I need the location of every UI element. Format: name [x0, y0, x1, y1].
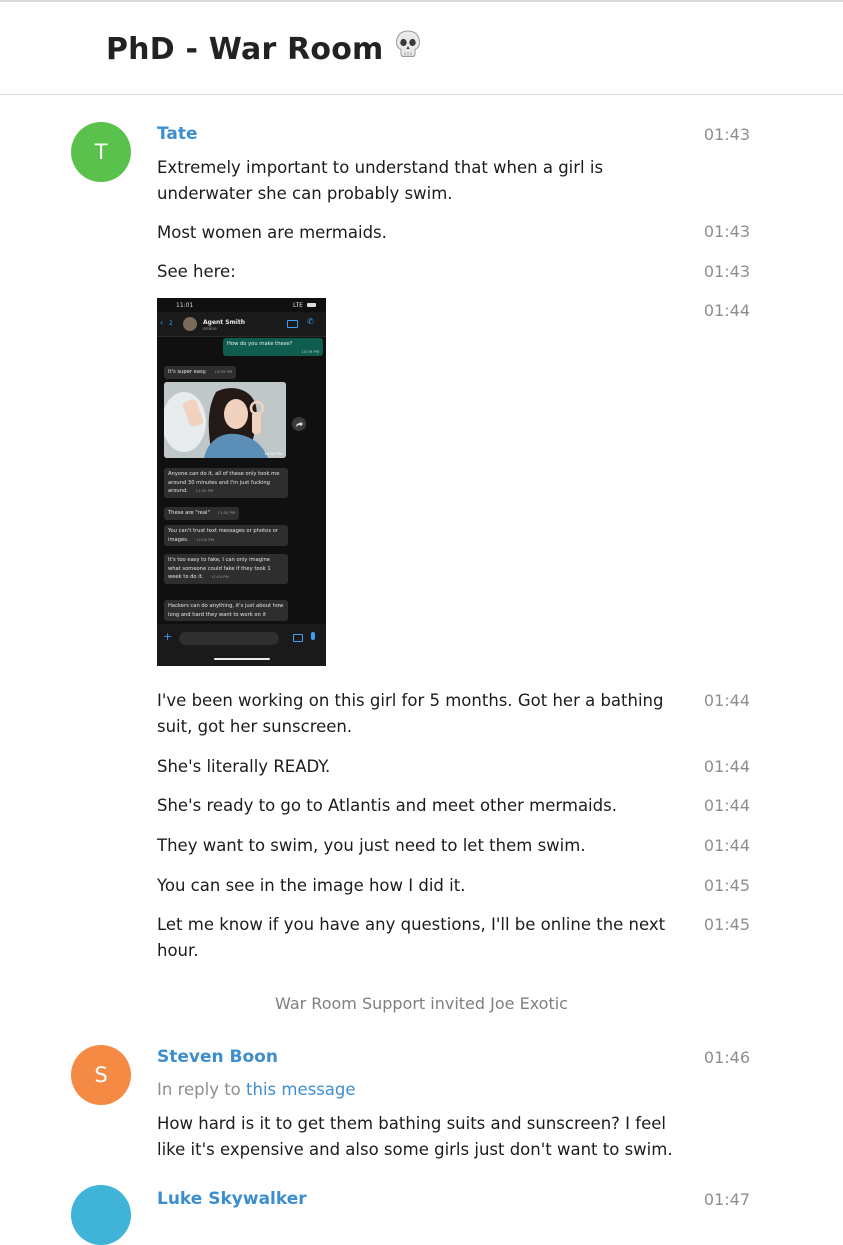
bubble-time: 11:00 PM: [195, 488, 214, 493]
phone-photo-bubble: [164, 382, 286, 458]
phone-status-time: 11:01: [176, 302, 194, 309]
sender-name-tate[interactable]: Tate: [157, 124, 198, 144]
forward-icon: [292, 417, 306, 431]
bubble-text: Anyone can do it, all of these only took me around 30 minutes and I'm just fucking around.: [168, 471, 280, 494]
phone-incoming-bubble: [164, 507, 239, 520]
message-time: 01:43: [703, 262, 750, 281]
avatar-tate[interactable]: T: [71, 122, 131, 182]
message-time: 01:45: [703, 876, 750, 895]
bubble-time: 11:00 PM: [196, 536, 214, 542]
bubble-time: 11:00 PM: [217, 510, 236, 515]
message-time: 01:44: [703, 757, 750, 776]
skull-icon: [395, 30, 421, 66]
microphone-icon: [311, 632, 315, 640]
bubble-text: It's super easy.: [168, 369, 207, 375]
video-call-icon: [287, 320, 298, 328]
message-text: How hard is it to get them bathing suits and sunscreen? I feel like it's expensive and also some girls just don't want to swim.: [157, 1114, 673, 1159]
chat-header: [0, 2, 843, 95]
battery-icon: [307, 303, 316, 307]
chat-title[interactable]: [106, 32, 421, 69]
message-text: See here:: [157, 262, 236, 281]
message-text: Most women are mermaids.: [157, 223, 387, 242]
phone-call-icon: ✆: [307, 317, 314, 326]
phone-incoming-bubble: [164, 554, 288, 584]
phone-incoming-bubble: [164, 525, 288, 546]
sender-name-luke[interactable]: Luke Skywalker: [157, 1189, 307, 1209]
message-text: She's ready to go to Atlantis and meet other mermaids.: [157, 796, 617, 815]
message-time: 01:44: [703, 796, 750, 815]
phone-incoming-bubble: [164, 468, 288, 498]
message-time: 01:44: [703, 301, 750, 320]
bubble-text: How do you make these?: [227, 341, 293, 347]
bubble-text: You can't trust text messages or photos or images.: [168, 528, 278, 543]
bubble-time: 10:59 PM: [264, 451, 282, 456]
avatar-luke[interactable]: [71, 1185, 131, 1245]
phone-outgoing-bubble: [223, 338, 323, 356]
bubble-text: Hackers can do anything, it's just about how long and hard they want to work on it: [168, 603, 284, 618]
message-time: 01:44: [703, 691, 750, 710]
service-message: War Room Support invited Joe Exotic: [275, 994, 568, 1013]
message-text: I've been working on this girl for 5 months. Got her a bathing suit, got her sunscreen.: [157, 691, 664, 736]
phone-contact-status: online: [203, 327, 217, 332]
phone-back-count: 2: [169, 320, 173, 327]
chat-title-text: PhD - War Room: [106, 32, 384, 67]
phone-chat-header: [157, 312, 326, 337]
attached-screenshot-image[interactable]: [157, 298, 326, 666]
phone-incoming-bubble: [164, 600, 288, 621]
bubble-text: These are "real": [168, 510, 210, 516]
phone-contact-avatar: [183, 317, 197, 331]
phone-incoming-bubble: [164, 366, 236, 379]
message-time: 01:43: [703, 125, 750, 144]
reply-header[interactable]: [157, 1080, 356, 1099]
camera-icon: [293, 634, 303, 642]
message-text: She's literally READY.: [157, 757, 331, 776]
phone-contact-name: Agent Smith: [203, 319, 246, 326]
phone-status-network: LTE: [293, 302, 303, 309]
reply-link[interactable]: this message: [246, 1080, 356, 1099]
message-text: Extremely important to understand that when a girl is underwater she can probably swim.: [157, 158, 604, 203]
bubble-text: It's too easy to fake, I can only imagine what someone could fake if they took 1 week to do it.: [168, 557, 271, 580]
message-time: 01:46: [703, 1048, 750, 1067]
phone-home-indicator: [214, 658, 270, 660]
message-text: They want to swim, you just need to let them swim.: [157, 836, 586, 855]
phone-input-bar: [157, 624, 326, 666]
message-time: 01:44: [703, 836, 750, 855]
bubble-time: 10:59 PM: [214, 369, 233, 374]
reply-prefix: In reply to: [157, 1080, 241, 1099]
sender-name-steven[interactable]: Steven Boon: [157, 1047, 278, 1067]
avatar-steven[interactable]: S: [71, 1045, 131, 1105]
message-time: 01:43: [703, 222, 750, 241]
bubble-time: 11:00 PM: [211, 574, 229, 579]
message-time: 01:47: [703, 1190, 750, 1209]
message-text: You can see in the image how I did it.: [157, 876, 466, 895]
plus-icon: +: [163, 630, 173, 643]
chevron-left-icon: ‹: [160, 318, 164, 327]
phone-message-input: [179, 632, 279, 645]
phone-status-bar: [157, 298, 326, 312]
bubble-time: 10:59 PM: [301, 348, 319, 354]
message-text: Let me know if you have any questions, I'll be online the next hour.: [157, 915, 666, 960]
message-time: 01:45: [703, 915, 750, 934]
